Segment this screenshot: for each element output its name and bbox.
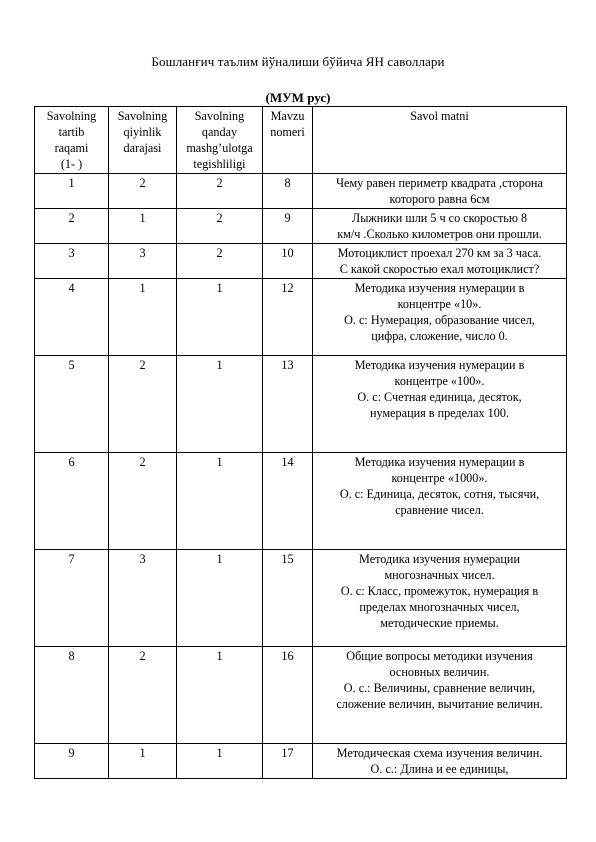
cell-question-number: 3 bbox=[35, 244, 109, 279]
table-row bbox=[35, 550, 567, 647]
document-title: Бошланғич таълим йўналиши бўйича ЯН саволлари bbox=[151, 54, 445, 69]
question-text-line: методические приемы. bbox=[380, 616, 499, 630]
question-text-line: О. с.: Длина и ее единицы, bbox=[370, 762, 509, 776]
header-question-text: Savol matni bbox=[313, 107, 567, 174]
cell-lesson-type: 1 bbox=[177, 356, 263, 453]
cell-question-number: 2 bbox=[35, 209, 109, 244]
cell-question-text bbox=[313, 550, 567, 647]
cell-difficulty: 2 bbox=[109, 174, 177, 209]
cell-lesson-type: 1 bbox=[177, 550, 263, 647]
cell-question-text bbox=[313, 174, 567, 209]
question-text-line: нумерация в пределах 100. bbox=[369, 406, 509, 420]
question-text-line: О. с: Нумерация, образование чисел, bbox=[344, 313, 535, 327]
header-lesson-type: Savolning qanday mashg’ulotga tegishliligi bbox=[177, 107, 263, 174]
question-text-line: С какой скоростью ехал мотоциклист? bbox=[339, 262, 540, 276]
question-text-line: О. с: Единица, десяток, сотня, тысячи, bbox=[339, 487, 540, 501]
question-text-line: Методическая схема изучения величин. bbox=[336, 746, 543, 760]
question-text-line: сложение величин, вычитание величин. bbox=[336, 697, 543, 711]
question-text-line: Методика изучения нумерации в bbox=[354, 358, 525, 372]
question-text-line: концентре «100». bbox=[394, 374, 485, 388]
header-topic-number: Mavzu nomeri bbox=[263, 107, 313, 174]
cell-difficulty: 2 bbox=[109, 356, 177, 453]
question-text-line: пределах многозначных чисел, bbox=[359, 600, 520, 614]
questions-table bbox=[34, 106, 567, 779]
table-row bbox=[35, 174, 567, 209]
table-row bbox=[35, 356, 567, 453]
question-text-line: Чему равен периметр квадрата ,сторона bbox=[336, 176, 543, 190]
cell-lesson-type: 1 bbox=[177, 453, 263, 550]
table-row bbox=[35, 744, 567, 779]
cell-topic-number: 15 bbox=[263, 550, 313, 647]
table-row bbox=[35, 244, 567, 279]
cell-difficulty: 1 bbox=[109, 279, 177, 356]
cell-question-number: 1 bbox=[35, 174, 109, 209]
question-text-line: Методика изучения нумерации bbox=[359, 552, 520, 566]
cell-difficulty: 1 bbox=[109, 744, 177, 779]
cell-question-text bbox=[313, 244, 567, 279]
cell-question-text bbox=[313, 744, 567, 779]
table-row bbox=[35, 209, 567, 244]
cell-topic-number: 16 bbox=[263, 647, 313, 744]
cell-topic-number: 13 bbox=[263, 356, 313, 453]
question-text-line: О. с: Счетная единица, десяток, bbox=[357, 390, 522, 404]
document-subtitle: (МУМ рус) bbox=[265, 90, 331, 105]
question-text-line: О. с.: Величины, сравнение величин, bbox=[343, 681, 536, 695]
cell-lesson-type: 2 bbox=[177, 209, 263, 244]
cell-question-text bbox=[313, 356, 567, 453]
table-header-row bbox=[35, 107, 567, 174]
cell-topic-number: 14 bbox=[263, 453, 313, 550]
cell-topic-number: 10 bbox=[263, 244, 313, 279]
table-row bbox=[35, 279, 567, 356]
cell-difficulty: 3 bbox=[109, 244, 177, 279]
cell-question-number: 5 bbox=[35, 356, 109, 453]
cell-question-text bbox=[313, 453, 567, 550]
question-text-line: Методика изучения нумерации в bbox=[354, 281, 525, 295]
cell-question-number: 7 bbox=[35, 550, 109, 647]
cell-topic-number: 17 bbox=[263, 744, 313, 779]
question-text-line: сравнение чисел. bbox=[395, 503, 484, 517]
question-text-line: Лыжники шли 5 ч со скоростью 8 bbox=[351, 211, 528, 225]
question-text-line: Методика изучения нумерации в bbox=[354, 455, 525, 469]
cell-question-number: 8 bbox=[35, 647, 109, 744]
question-text-line: Мотоциклист проехал 270 км за 3 часа. bbox=[337, 246, 542, 260]
cell-difficulty: 1 bbox=[109, 209, 177, 244]
cell-question-text bbox=[313, 279, 567, 356]
question-text-line: которого равна 6см bbox=[389, 192, 490, 206]
cell-lesson-type: 2 bbox=[177, 244, 263, 279]
question-text-line: основных величин. bbox=[389, 665, 490, 679]
cell-topic-number: 8 bbox=[263, 174, 313, 209]
cell-lesson-type: 1 bbox=[177, 744, 263, 779]
cell-difficulty: 2 bbox=[109, 453, 177, 550]
question-text-line: Общие вопросы методики изучения bbox=[346, 649, 533, 663]
question-text-line: концентре «1000». bbox=[391, 471, 488, 485]
cell-lesson-type: 1 bbox=[177, 647, 263, 744]
question-text-line: км/ч .Сколько километров они прошли. bbox=[337, 227, 542, 241]
question-text-line: О. с: Класс, промежуток, нумерация в bbox=[340, 584, 539, 598]
question-text-line: цифра, сложение, число 0. bbox=[371, 329, 508, 343]
table-body bbox=[35, 174, 567, 779]
cell-topic-number: 12 bbox=[263, 279, 313, 356]
question-text-line: концентре «10». bbox=[397, 297, 482, 311]
cell-question-text bbox=[313, 209, 567, 244]
cell-difficulty: 2 bbox=[109, 647, 177, 744]
table-row bbox=[35, 647, 567, 744]
question-text-line: многозначных чисел. bbox=[384, 568, 495, 582]
header-question-number: Savolning tartib raqami (1- ) bbox=[35, 107, 109, 174]
cell-question-number: 9 bbox=[35, 744, 109, 779]
cell-question-number: 6 bbox=[35, 453, 109, 550]
cell-difficulty: 3 bbox=[109, 550, 177, 647]
cell-topic-number: 9 bbox=[263, 209, 313, 244]
cell-lesson-type: 2 bbox=[177, 174, 263, 209]
cell-lesson-type: 1 bbox=[177, 279, 263, 356]
header-difficulty: Savolning qiyinlik darajasi bbox=[109, 107, 177, 174]
table-row bbox=[35, 453, 567, 550]
cell-question-number: 4 bbox=[35, 279, 109, 356]
cell-question-text bbox=[313, 647, 567, 744]
